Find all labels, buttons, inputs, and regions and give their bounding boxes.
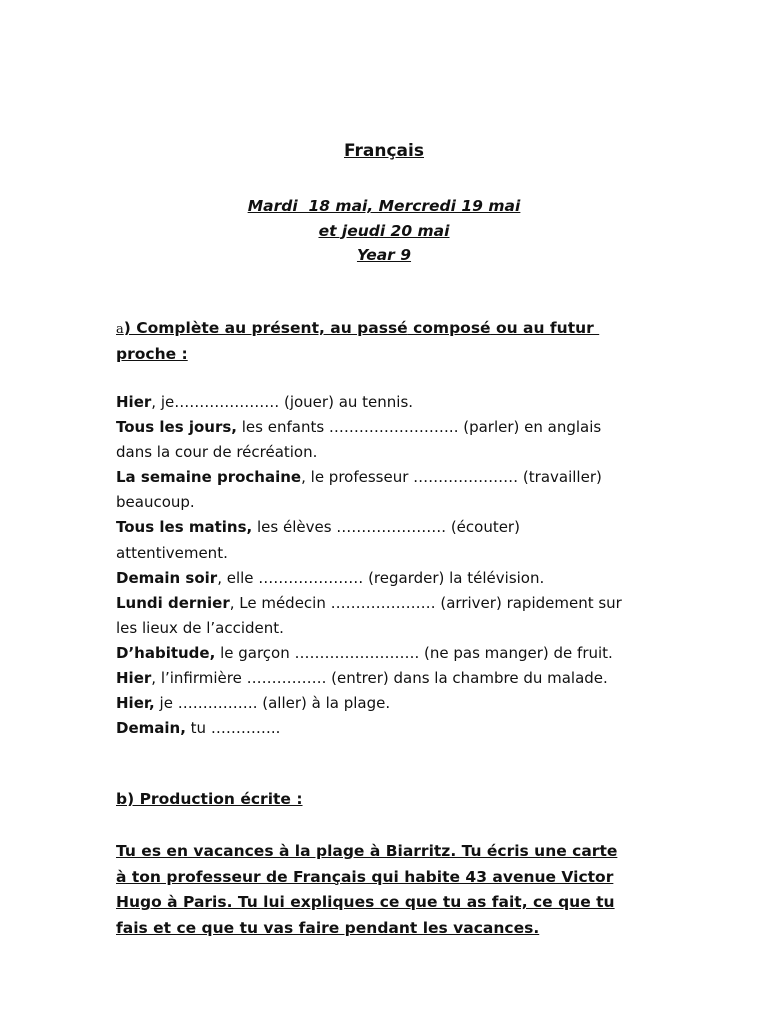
exercise-text: dans la cour de récréation. [116, 443, 318, 462]
time-marker: Demain soir [116, 568, 218, 587]
prompt-line: à ton professeur de Français qui habite 43 avenue Victor [116, 867, 614, 886]
time-marker: Tous les matins, [116, 518, 253, 537]
exercise-line [116, 440, 646, 465]
page-title: Français [344, 141, 424, 161]
exercise-line [116, 666, 646, 691]
exercise-line [116, 566, 646, 591]
exercise-line [116, 490, 646, 515]
date-block [0, 194, 768, 268]
prompt-line: fais et ce que tu vas faire pendant les vacances. [116, 918, 540, 937]
time-marker: Hier [116, 669, 152, 688]
time-marker: Hier, [116, 694, 155, 713]
exercise-text: , je………………… (jouer) au tennis. [151, 393, 414, 411]
time-marker: La semaine prochaine [116, 468, 302, 487]
time-marker: Tous les jours, [116, 418, 237, 437]
time-marker: Lundi dernier [116, 593, 230, 612]
exercise-line [116, 616, 646, 641]
exercise-line [116, 515, 646, 540]
time-marker: D’habitude, [116, 643, 216, 662]
exercise-text: je ……………. (aller) à la plage. [154, 694, 391, 713]
exercise-line [116, 415, 646, 440]
date-line-1: Mardi 18 mai, Mercredi 19 mai [247, 197, 521, 215]
exercise-line [116, 716, 646, 741]
exercise-text: attentivement. [116, 543, 228, 562]
exercise-text: , elle ………………… (regarder) la télévision. [217, 568, 545, 587]
exercise-text: tu ………….. [185, 719, 281, 738]
date-line-2: et jeudi 20 mai [318, 221, 450, 240]
exercise-text: beaucoup. [116, 493, 195, 512]
exercise-line [116, 465, 646, 490]
time-marker: Hier [116, 393, 152, 411]
year-label: Year 9 [356, 246, 412, 264]
exercise-line [116, 390, 646, 415]
section-b-heading: b) Production écrite : [116, 790, 303, 808]
exercise-text: , Le médecin ………………… (arriver) rapidement sur [229, 593, 622, 612]
exercise-line [116, 691, 646, 716]
writing-prompt [116, 839, 661, 941]
exercise-list [116, 390, 646, 741]
section-a-heading-part1: ) Complète au présent, au passé [123, 319, 408, 337]
exercise-text: les élèves …………………. (écouter) [252, 518, 520, 537]
exercise-text: , le professeur ………………… (travailler) [301, 468, 602, 487]
exercise-text: les enfants …………………….. (parler) en anglais [237, 418, 602, 437]
section-a-heading-part3: ou au futur [490, 319, 600, 337]
section-a-heading [116, 316, 636, 367]
exercise-text: les lieux de l’accident. [116, 618, 284, 637]
exercise-text: le garçon ……………………. (ne pas manger) de fruit. [215, 643, 613, 662]
exercise-text: , l’infirmière ……………. (entrer) dans la chambre du malade. [151, 669, 608, 688]
exercise-line [116, 591, 646, 616]
section-a-heading-part2: composé [407, 319, 491, 337]
exercise-line [116, 541, 646, 566]
section-a-heading-line2: proche : [116, 345, 188, 363]
prompt-line: Tu es en vacances à la plage à Biarritz. Tu écris une carte [116, 842, 618, 860]
prompt-line: Hugo à Paris. Tu lui expliques ce que tu as fait, ce que tu [116, 893, 615, 911]
time-marker: Demain, [116, 719, 186, 738]
exercise-line [116, 641, 646, 666]
section-a-letter: a [116, 322, 124, 337]
